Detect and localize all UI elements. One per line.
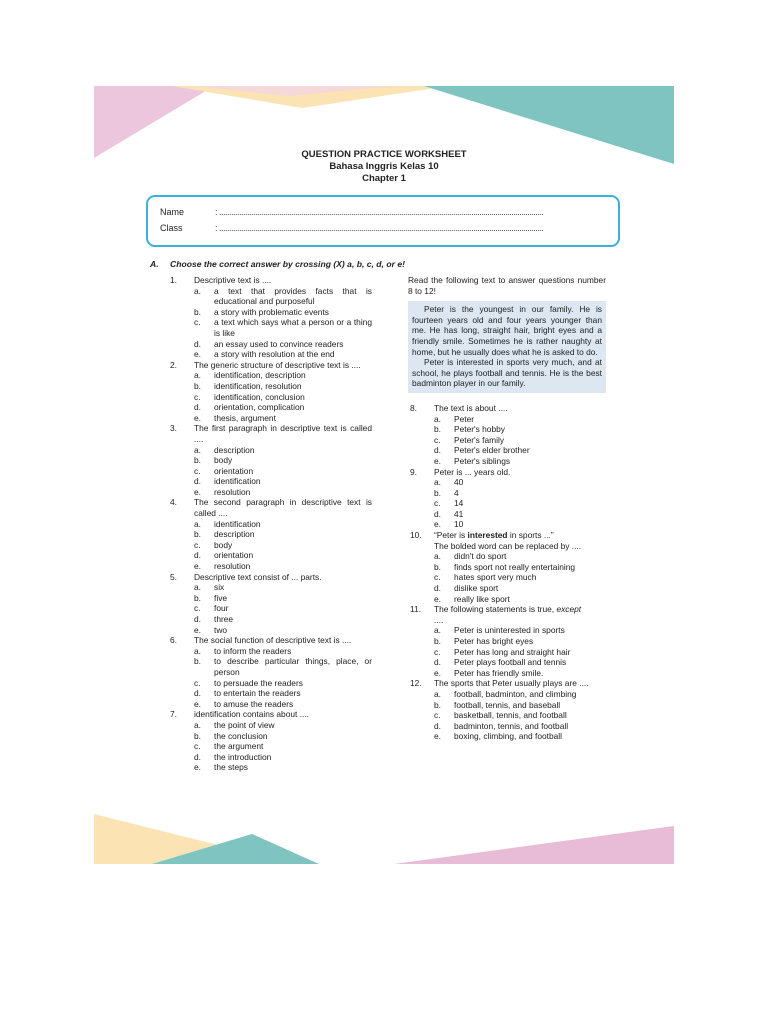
question-bold-word: interested [467, 530, 508, 541]
option-text: to entertain the readers [214, 688, 301, 699]
answer-option[interactable] [168, 699, 372, 710]
option-letter: a. [434, 477, 441, 488]
answer-option[interactable] [408, 498, 606, 509]
option-letter: c. [434, 498, 441, 509]
option-letter: e. [194, 762, 201, 773]
option-letter: a. [434, 413, 441, 424]
option-text: boxing, climbing, and football [454, 731, 563, 742]
option-letter: a. [194, 719, 201, 730]
question-text: Peter is ... years old. [434, 466, 511, 477]
question-11 [408, 604, 606, 625]
option-text: Peter has long and straight hair [454, 646, 571, 657]
question-1 [168, 275, 372, 286]
option-letter: b. [434, 424, 441, 435]
question-text: The following statements is true, [434, 604, 557, 615]
option-letter: d. [434, 720, 441, 731]
question-number: 7. [170, 709, 177, 720]
answer-option[interactable] [168, 349, 372, 360]
answer-option[interactable] [168, 625, 372, 636]
option-letter: b. [194, 529, 201, 540]
passage-paragraph-2: Peter is interested in sports very much, and at school, he plays football and tennis. He is the best badminton player in our family. [412, 357, 602, 389]
option-text: orientation [214, 550, 254, 561]
question-text: Descriptive text is .... [194, 275, 272, 285]
option-text: 40 [454, 477, 464, 488]
question-number: 1. [170, 275, 177, 285]
option-text: an essay used to convince readers [214, 338, 344, 349]
option-letter: e. [434, 519, 441, 530]
class-label: Class [160, 223, 183, 233]
reading-passage [408, 301, 606, 393]
worksheet-title: QUESTION PRACTICE WORKSHEET [301, 149, 467, 160]
option-text: Peter plays football and tennis [454, 657, 567, 668]
question-number: 11. [410, 604, 422, 615]
answer-option[interactable] [168, 762, 372, 773]
option-text: basketball, tennis, and football [454, 710, 567, 721]
answer-option[interactable] [168, 402, 372, 413]
name-label: Name [160, 207, 185, 217]
answer-option[interactable] [408, 689, 606, 700]
option-text: identification, description [214, 370, 306, 381]
answer-option[interactable] [168, 519, 372, 530]
answer-option[interactable] [408, 424, 606, 435]
option-text: really like sport [454, 593, 510, 604]
question-number: 8. [410, 402, 417, 413]
answer-option[interactable] [168, 688, 372, 699]
question-text: identification contains about .... [194, 709, 309, 720]
option-text: to persuade the readers [214, 677, 303, 688]
answer-option[interactable] [408, 700, 606, 711]
option-letter: d. [434, 657, 441, 668]
answer-option[interactable] [168, 741, 372, 752]
answer-option[interactable] [168, 731, 372, 742]
option-text: 14 [454, 498, 464, 509]
name-field[interactable]: : .................................................................................................................................................................. [215, 207, 544, 217]
question-number: 5. [170, 571, 177, 582]
answer-option[interactable] [408, 509, 606, 520]
option-text: identification, conclusion [214, 391, 305, 402]
question-text: The first paragraph in descriptive text is called .... [194, 423, 372, 444]
worksheet-chapter: Chapter 1 [362, 173, 406, 184]
option-text: identification, resolution [214, 380, 302, 391]
option-letter: a. [194, 582, 201, 593]
option-letter: a. [194, 285, 201, 296]
answer-option[interactable] [168, 603, 372, 614]
passage-paragraph-1: Peter is the youngest in our family. He is fourteen years old and four years younger than me. He has long, straight hair, bright eyes and a friendly smile. Sometimes he is rather naughty at home, but he usually does what he is asked to do. [412, 304, 602, 357]
top-left-pink-triangle [94, 86, 214, 158]
option-letter: b. [194, 306, 201, 317]
answer-option[interactable] [408, 721, 606, 732]
option-letter: e. [194, 486, 201, 497]
option-letter: e. [194, 561, 201, 572]
option-text: identification [214, 476, 261, 487]
answer-option[interactable] [168, 752, 372, 763]
student-info-box [146, 195, 620, 247]
option-letter: e. [194, 349, 201, 360]
option-text: the introduction [214, 751, 272, 762]
answer-option[interactable] [168, 561, 372, 572]
question-6 [168, 635, 372, 646]
option-letter: d. [194, 476, 201, 487]
option-text: dislike sport [454, 583, 499, 594]
option-letter: d. [194, 751, 201, 762]
answer-option[interactable] [168, 307, 372, 318]
answer-option[interactable] [408, 551, 606, 562]
option-text: a text that provides facts that is educational and purposeful [214, 285, 372, 307]
option-text: Peter has friendly smile. [454, 667, 544, 678]
right-questions-list [408, 403, 606, 742]
option-text: body [214, 539, 233, 550]
option-letter: c. [194, 465, 201, 476]
question-2 [168, 360, 372, 371]
answer-option[interactable] [168, 392, 372, 403]
option-text: two [214, 624, 228, 635]
option-text: badminton, tennis, and football [454, 720, 569, 731]
option-letter: e. [434, 731, 441, 742]
answer-option[interactable] [408, 668, 606, 679]
option-letter: a. [194, 645, 201, 656]
option-letter: c. [434, 434, 441, 445]
option-text: identification [214, 518, 261, 529]
option-letter: a. [434, 688, 441, 699]
question-text-line2: .... [434, 614, 444, 625]
answer-option[interactable] [168, 413, 372, 424]
worksheet-page [94, 86, 674, 864]
option-letter: c. [194, 391, 201, 402]
option-text: a text which says what a person or a thing is like [214, 317, 372, 338]
option-text: orientation, complication [214, 402, 305, 413]
option-text: to inform the readers [214, 645, 292, 656]
option-text: Peter's family [454, 434, 505, 445]
question-8 [408, 403, 606, 414]
question-number: 6. [170, 635, 177, 646]
option-text: Peter is uninterested in sports [454, 625, 565, 636]
question-text: The text is about .... [434, 402, 508, 413]
answer-option[interactable] [168, 370, 372, 381]
option-letter: e. [194, 412, 201, 423]
option-text: Peter has bright eyes [454, 636, 534, 646]
question-text-end: in sports ...” [507, 530, 554, 541]
answer-option[interactable] [168, 476, 372, 487]
answer-option[interactable] [168, 487, 372, 498]
answer-option[interactable] [408, 477, 606, 488]
option-letter: d. [194, 550, 201, 561]
option-letter: e. [434, 667, 441, 678]
class-row [160, 223, 597, 233]
answer-option[interactable] [408, 636, 606, 647]
answer-option[interactable] [408, 488, 606, 499]
question-text: “Peter is [434, 530, 468, 541]
answer-option[interactable] [408, 445, 606, 456]
class-field[interactable]: : .................................................................................................................................................................. [215, 223, 544, 233]
answer-option[interactable] [408, 731, 606, 742]
reading-intro: Read the following text to answer questions number 8 to 12! [408, 275, 606, 296]
option-text: the conclusion [214, 730, 268, 741]
option-text: body [214, 455, 233, 466]
option-letter: e. [434, 455, 441, 466]
option-letter: d. [194, 614, 201, 624]
question-text: The generic structure of descriptive text is .... [194, 359, 361, 370]
option-letter: c. [434, 572, 441, 583]
option-letter: c. [194, 317, 201, 328]
answer-option[interactable] [168, 656, 372, 677]
option-letter: e. [194, 624, 201, 635]
option-letter: a. [194, 444, 201, 455]
option-letter: a. [434, 625, 441, 636]
answer-option[interactable] [408, 594, 606, 605]
answer-option[interactable] [168, 466, 372, 477]
option-text: Peter's elder brother [454, 445, 530, 456]
option-text: the argument [214, 741, 264, 752]
option-letter: d. [434, 583, 441, 594]
option-text: description [214, 444, 255, 455]
option-text: resolution [214, 561, 251, 572]
option-text: Peter's siblings [454, 455, 511, 466]
option-text: a story with problematic events [214, 306, 329, 317]
option-letter: c. [194, 603, 201, 614]
question-text-line2: The bolded word can be replaced by .... [434, 540, 582, 551]
option-text: six [214, 582, 225, 593]
option-letter: d. [194, 688, 201, 699]
question-9 [408, 467, 606, 478]
option-letter: b. [194, 656, 201, 667]
question-5 [168, 572, 372, 583]
option-letter: a. [434, 551, 441, 562]
option-letter: c. [434, 646, 441, 657]
section-instruction [150, 259, 405, 269]
answer-option[interactable] [408, 456, 606, 467]
option-text: football, tennis, and baseball [454, 699, 561, 710]
option-letter: b. [194, 455, 201, 466]
option-text: three [214, 614, 234, 624]
option-letter: c. [434, 710, 441, 721]
option-text: hates sport very much [454, 572, 537, 583]
answer-option[interactable] [168, 529, 372, 540]
option-letter: d. [194, 338, 201, 349]
answer-option[interactable] [168, 339, 372, 350]
answer-option[interactable] [408, 647, 606, 658]
option-letter: d. [194, 402, 201, 413]
answer-option[interactable] [168, 593, 372, 604]
question-number: 2. [170, 359, 177, 370]
option-text: resolution [214, 486, 251, 497]
answer-option[interactable] [168, 286, 372, 307]
answer-option[interactable] [408, 414, 606, 425]
option-text: orientation [214, 465, 254, 476]
answer-option[interactable] [408, 435, 606, 446]
option-text: to amuse the readers [214, 698, 294, 709]
option-text: four [214, 603, 229, 614]
option-letter: a. [194, 518, 201, 529]
answer-option[interactable] [168, 381, 372, 392]
worksheet-subtitle: Bahasa Inggris Kelas 10 [329, 161, 439, 172]
answer-option[interactable] [408, 625, 606, 636]
option-text: the steps [214, 762, 248, 773]
option-letter: e. [194, 698, 201, 709]
answer-option[interactable] [168, 455, 372, 466]
option-text: didn't do sport [454, 551, 507, 562]
answer-option[interactable] [168, 550, 372, 561]
question-text: The sports that Peter usually plays are .... [434, 678, 589, 689]
left-question-column [168, 275, 372, 773]
answer-option[interactable] [168, 582, 372, 593]
option-letter: a. [194, 370, 201, 381]
option-text: football, badminton, and climbing [454, 688, 577, 699]
option-letter: b. [194, 730, 201, 741]
option-letter: b. [434, 636, 441, 646]
option-text: Peter's hobby [454, 424, 505, 435]
name-row [160, 207, 597, 217]
option-text: five [214, 592, 228, 603]
answer-option[interactable] [408, 583, 606, 594]
option-letter: b. [194, 592, 201, 603]
option-letter: b. [434, 699, 441, 710]
option-letter: b. [434, 487, 441, 498]
question-4 [168, 497, 372, 518]
question-number: 9. [410, 466, 417, 477]
question-number: 3. [170, 423, 177, 434]
question-text: Descriptive text consist of ... parts. [194, 571, 322, 582]
option-letter: d. [434, 445, 441, 456]
option-text: the point of view [214, 719, 275, 730]
answer-option[interactable] [168, 445, 372, 456]
option-letter: e. [434, 593, 441, 604]
option-text: Peter [454, 413, 475, 424]
option-text: finds sport not really entertaining [454, 561, 576, 572]
option-text: 41 [454, 508, 464, 519]
option-letter: b. [194, 380, 201, 391]
answer-option[interactable] [168, 646, 372, 657]
option-letter: b. [434, 561, 441, 572]
question-3 [168, 423, 372, 444]
answer-option[interactable] [408, 519, 606, 530]
answer-option[interactable] [408, 710, 606, 721]
answer-option[interactable] [408, 562, 606, 573]
instruction-text: Choose the correct answer by crossing (X) a, b, c, d, or e! [170, 259, 405, 269]
option-letter: c. [194, 539, 201, 550]
option-letter: c. [194, 677, 201, 688]
answer-option[interactable] [168, 540, 372, 551]
answer-option[interactable] [408, 572, 606, 583]
option-text: thesis, argument [214, 412, 276, 423]
question-number: 4. [170, 497, 177, 508]
option-text: to describe particular things, place, or person [214, 656, 372, 677]
question-italic-word: except [556, 604, 582, 615]
answer-option[interactable] [168, 614, 372, 625]
option-text: 10 [454, 519, 464, 530]
option-text: description [214, 529, 255, 540]
answer-option[interactable] [168, 678, 372, 689]
answer-option[interactable] [168, 720, 372, 731]
question-7 [168, 709, 372, 720]
option-text: 4 [454, 487, 459, 498]
question-10 [408, 530, 606, 551]
question-number: 10. [410, 530, 422, 541]
question-text: The second paragraph in descriptive text is called .... [194, 497, 372, 519]
option-letter: d. [434, 508, 441, 519]
answer-option[interactable] [168, 317, 372, 338]
bottom-right-pink-triangle [394, 826, 674, 864]
question-12 [408, 678, 606, 689]
answer-option[interactable] [408, 657, 606, 668]
question-text: The social function of descriptive text is .... [194, 635, 352, 646]
question-number: 12. [410, 678, 422, 689]
section-letter: A. [150, 259, 159, 269]
option-text: a story with resolution at the end [214, 349, 335, 360]
option-letter: c. [194, 741, 201, 752]
right-question-column [408, 275, 606, 742]
